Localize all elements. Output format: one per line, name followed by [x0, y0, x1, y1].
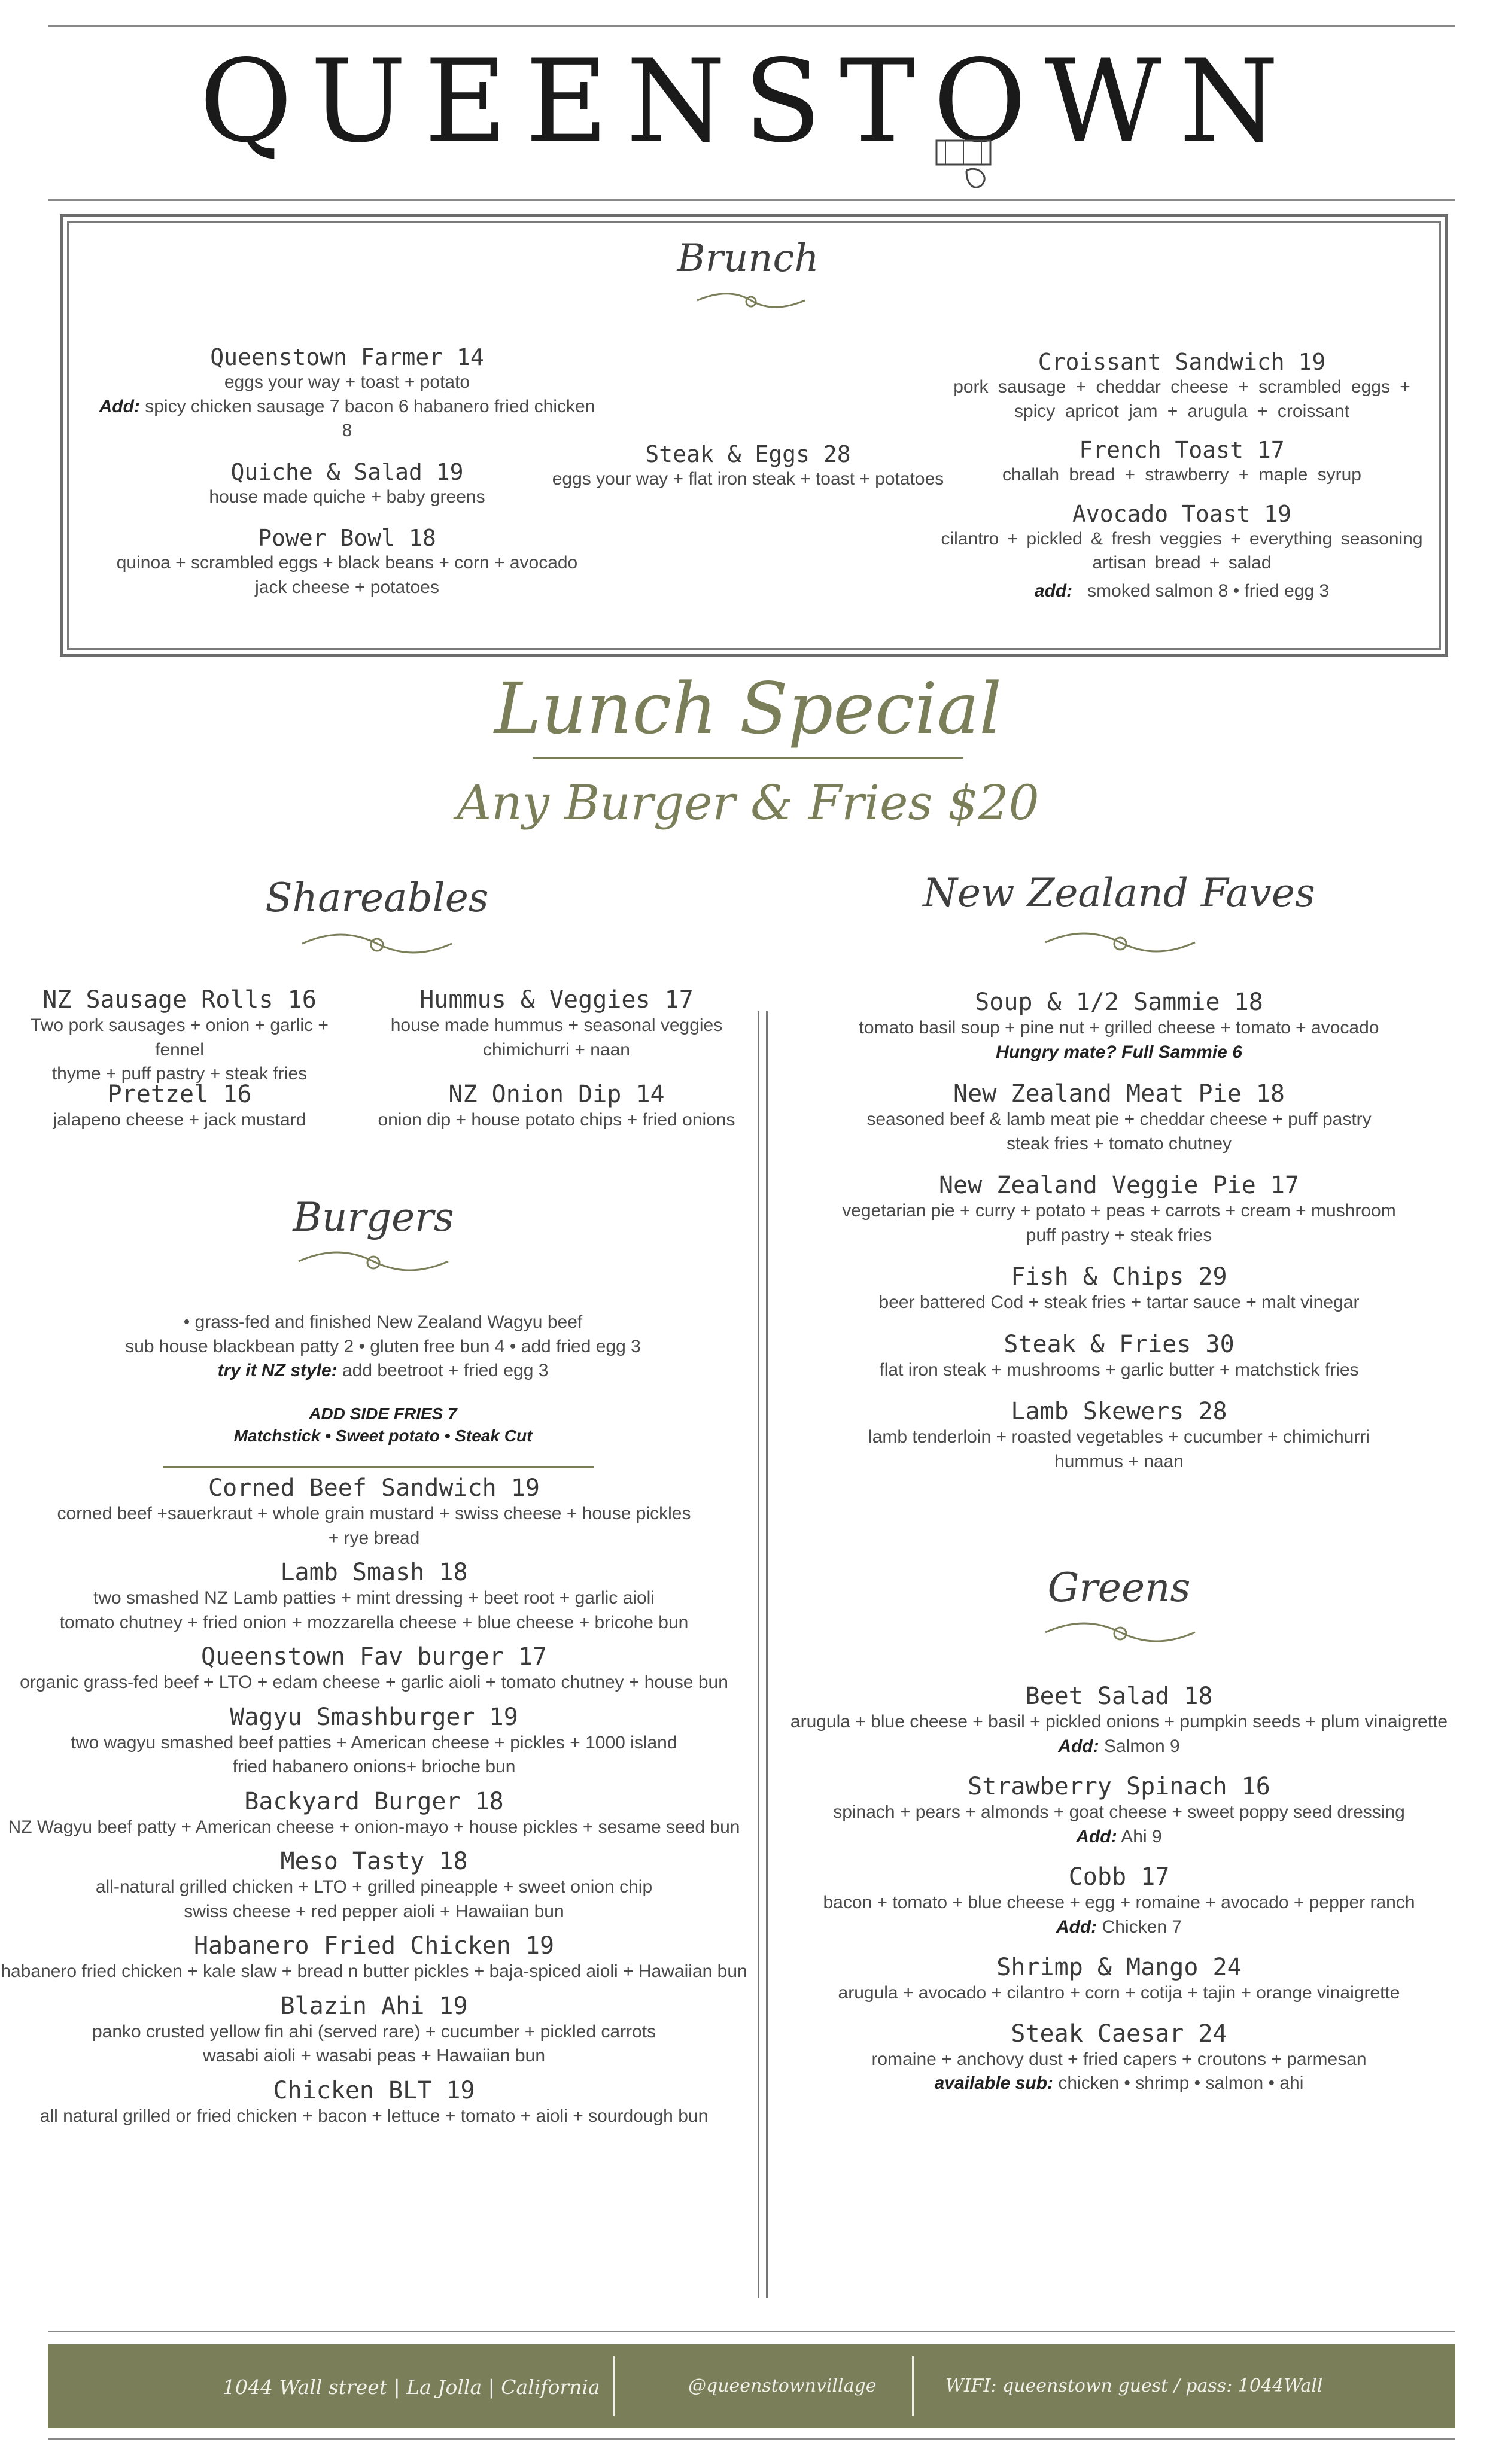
item-name: Beet Salad 18 [1025, 1683, 1213, 1710]
menu-item [0, 1559, 748, 1635]
side-fries-label: ADD SIDE FRIES 7 [309, 1404, 457, 1423]
item-add: Add: spicy chicken sausage 7 bacon 6 habanero fried chicken 8 [99, 396, 595, 440]
item-name: Avocado Toast 19 [1072, 500, 1292, 527]
burgers-intro [12, 1310, 754, 1447]
menu-item [359, 1081, 754, 1133]
item-desc: arugula + avocado + cilantro + corn + cotija + tajin + orange vinaigrette [838, 1983, 1400, 2003]
item-desc: fried habanero onions+ brioche bun [232, 1757, 516, 1776]
item-name: New Zealand Veggie Pie 17 [938, 1172, 1300, 1199]
footer-wifi: WIFI: queenstown guest / pass: 1044Wall [945, 2375, 1323, 2396]
burgers-title: Burgers [293, 1194, 454, 1240]
item-desc: spinach + pears + almonds + goat cheese + sweet poppy seed dressing [833, 1802, 1405, 1822]
item-desc: organic grass-fed beef + LTO + edam cheese + garlic aioli + tomato chutney + house bun [20, 1672, 728, 1692]
menu-item [0, 1643, 748, 1695]
brunch-flourish-icon [694, 288, 808, 312]
item-desc: corned beef +sauerkraut + whole grain mustard + swiss cheese + house pickles [57, 1504, 691, 1523]
menu-item [931, 501, 1433, 604]
menu-item [0, 1788, 748, 1840]
item-name: New Zealand Meat Pie 18 [953, 1080, 1285, 1108]
menu-item [12, 986, 347, 1087]
item-desc: all natural grilled or fried chicken + bacon + lettuce + tomato + aioli + sourdough bun [39, 2106, 709, 2126]
item-add: available sub: chicken • shrimp • salmon • ahi [934, 2073, 1304, 2093]
item-desc: all-natural grilled chicken + LTO + grilled pineapple + sweet onion chip [95, 1877, 653, 1897]
item-name: Steak & Eggs 28 [645, 441, 851, 467]
menu-item [931, 437, 1433, 488]
item-extra: Hungry mate? Full Sammie 6 [996, 1042, 1242, 1062]
menu-item [0, 2077, 748, 2129]
item-desc: puff pastry + steak fries [1026, 1225, 1212, 1245]
item-desc: romaine + anchovy dust + fried capers + croutons + parmesan [871, 2049, 1367, 2069]
menu-item [0, 1932, 748, 1984]
greens-list [778, 1683, 1460, 2096]
menu-item [12, 1081, 347, 1133]
item-desc: thyme + puff pastry + steak fries [51, 1064, 308, 1084]
item-desc: spicy apricot jam + arugula + croissant [1014, 401, 1349, 421]
menu-item [0, 1703, 748, 1779]
greens-title: Greens [1047, 1565, 1191, 1611]
burgers-intro-line: sub house blackbean patty 2 • gluten free bun 4 • add fried egg 3 [125, 1336, 641, 1356]
burgers-intro-line: • grass-fed and finished New Zealand Wagyu beef [183, 1312, 583, 1332]
lunch-special-title: Lunch Special [494, 667, 1002, 750]
menu-item [96, 525, 598, 600]
menu-item [778, 1263, 1460, 1315]
item-desc: flat iron steak + mushrooms + garlic butter + matchstick fries [879, 1359, 1359, 1380]
menu-item [778, 1331, 1460, 1383]
menu-item [0, 1474, 748, 1550]
brand-logo: QUEENSTOWN [199, 35, 1297, 168]
item-desc: tomato chutney + fried onion + mozzarella cheese + blue cheese + bricohe bun [59, 1612, 689, 1632]
item-name: Steak Caesar 24 [1011, 2019, 1227, 2048]
menu-item [0, 1993, 748, 2068]
burgers-list [0, 1474, 748, 2128]
item-desc: artisan bread + salad [1092, 553, 1272, 573]
menu-item [778, 2020, 1460, 2096]
item-desc: vegetarian pie + curry + potato + peas + carrots + cream + mushroom [842, 1201, 1396, 1221]
nz-faves-title: New Zealand Faves [923, 870, 1315, 916]
item-desc: jack cheese + potatoes [255, 577, 439, 597]
item-name: Habanero Fried Chicken 19 [193, 1932, 555, 1960]
menu-item [778, 1398, 1460, 1474]
item-desc: two wagyu smashed beef patties + American cheese + pickles + 1000 island [71, 1732, 677, 1753]
brunch-middle [551, 441, 945, 492]
burgers-divider [163, 1466, 594, 1468]
menu-item [96, 344, 598, 443]
logo-figure-icon [925, 123, 1008, 194]
item-name: Soup & 1/2 Sammie 18 [975, 988, 1263, 1016]
menu-item [778, 988, 1460, 1064]
item-name: NZ Onion Dip 14 [448, 1081, 665, 1108]
item-desc: wasabi aioli + wasabi peas + Hawaiian bun [202, 2046, 546, 2065]
item-desc: house made quiche + baby greens [209, 486, 485, 507]
item-name: Quiche & Salad 19 [230, 458, 464, 485]
item-name: Queenstown Fav burger 17 [201, 1643, 547, 1671]
item-desc: cilantro + pickled & fresh veggies + everything seasoning [941, 528, 1423, 549]
item-add: Add: Ahi 9 [1076, 1826, 1162, 1847]
item-desc: habanero fried chicken + kale slaw + bread n butter pickles + baja-spiced aioli + Hawaiian bun [1, 1961, 747, 1981]
item-desc: arugula + blue cheese + basil + pickled onions + pumpkin seeds + plum vinaigrette [790, 1712, 1448, 1732]
footer-bar [48, 2344, 1455, 2428]
item-desc: seasoned beef & lamb meat pie + cheddar cheese + puff pastry [866, 1109, 1372, 1129]
item-desc: NZ Wagyu beef patty + American cheese + onion-mayo + house pickles + sesame seed bun [8, 1817, 740, 1837]
burgers-flourish-icon [296, 1248, 451, 1276]
item-desc: + rye bread [328, 1528, 420, 1548]
item-name: Queenstown Farmer 14 [210, 344, 484, 370]
menu-item [778, 1863, 1460, 1939]
item-name: French Toast 17 [1079, 437, 1285, 463]
item-desc: swiss cheese + red pepper aioli + Hawaiian bun [184, 1901, 564, 1921]
item-name: Chicken BLT 19 [273, 2076, 475, 2104]
item-name: Pretzel 16 [107, 1081, 252, 1108]
burgers-nz-style: try it NZ style: add beetroot + fried egg 3 [217, 1361, 549, 1380]
item-desc: steak fries + tomato chutney [1006, 1133, 1232, 1154]
item-desc: jalapeno cheese + jack mustard [53, 1110, 306, 1130]
brunch-title: Brunch [677, 236, 819, 281]
column-divider [766, 1011, 768, 2298]
item-name: Blazin Ahi 19 [280, 1992, 468, 2020]
menu-item [778, 1080, 1460, 1156]
footer-address: 1044 Wall street | La Jolla | California [223, 2375, 600, 2399]
shareables-flourish-icon [299, 930, 455, 958]
item-desc: house made hummus + seasonal veggies [390, 1015, 723, 1035]
item-desc: two smashed NZ Lamb patties + mint dressing + beet root + garlic aioli [93, 1588, 655, 1608]
lunch-special-subtitle: Any Burger & Fries $20 [457, 775, 1039, 831]
side-fries-options: Matchstick • Sweet potato • Steak Cut [233, 1426, 533, 1446]
item-desc: Two pork sausages + onion + garlic + fennel [31, 1015, 329, 1060]
menu-item [0, 1848, 748, 1924]
item-desc: eggs your way + toast + potato [224, 372, 470, 392]
menu-item [778, 1683, 1460, 1759]
item-name: Lamb Smash 18 [280, 1559, 468, 1586]
item-name: Lamb Skewers 28 [1011, 1398, 1227, 1425]
item-desc: quinoa + scrambled eggs + black beans + corn + avocado [116, 553, 578, 573]
item-desc: hummus + naan [1054, 1451, 1184, 1471]
item-name: Corned Beef Sandwich 19 [208, 1474, 540, 1502]
footer-social-link[interactable]: @queenstownvillage [688, 2375, 877, 2396]
shareables-title: Shareables [265, 875, 489, 921]
item-name: Power Bowl 18 [258, 525, 436, 551]
item-name: Cobb 17 [1068, 1863, 1170, 1891]
item-name: Strawberry Spinach 16 [968, 1773, 1270, 1800]
item-desc: onion dip + house potato chips + fried onions [378, 1110, 735, 1130]
item-name: NZ Sausage Rolls 16 [42, 986, 317, 1014]
item-desc: panko crusted yellow fin ahi (served rare) + cucumber + pickled carrots [92, 2021, 656, 2042]
menu-item [778, 1172, 1460, 1248]
brunch-right [931, 349, 1433, 603]
menu-item [778, 1954, 1460, 2006]
item-desc: lamb tenderloin + roasted vegetables + cucumber + chimichurri [868, 1427, 1370, 1447]
item-add: Add: Chicken 7 [1056, 1917, 1182, 1937]
item-desc: challah bread + strawberry + maple syrup [1002, 465, 1361, 485]
item-desc: eggs your way + flat iron steak + toast + potatoes [552, 469, 944, 489]
item-name: Croissant Sandwich 19 [1038, 349, 1326, 375]
nz-faves-flourish-icon [1042, 929, 1198, 957]
nz-faves-list [778, 988, 1460, 1474]
item-desc: beer battered Cod + steak fries + tartar sauce + malt vinegar [878, 1292, 1360, 1312]
greens-flourish-icon [1042, 1619, 1198, 1647]
menu-item [96, 459, 598, 510]
menu-item [931, 349, 1433, 424]
item-name: Fish & Chips 29 [1011, 1263, 1227, 1291]
item-desc: tomato basil soup + pine nut + grilled cheese + tomato + avocado [859, 1018, 1379, 1038]
item-name: Shrimp & Mango 24 [996, 1954, 1242, 1981]
item-desc: bacon + tomato + blue cheese + egg + romaine + avocado + pepper ranch [823, 1893, 1415, 1912]
column-divider [758, 1011, 759, 2298]
menu-item [778, 1773, 1460, 1849]
brunch-left [96, 344, 598, 600]
item-add: Add: Salmon 9 [1058, 1736, 1180, 1756]
item-name: Meso Tasty 18 [280, 1848, 468, 1875]
item-add: add: smoked salmon 8 • fried egg 3 [1034, 580, 1330, 601]
item-name: Steak & Fries 30 [1004, 1330, 1234, 1358]
item-name: Wagyu Smashburger 19 [230, 1703, 518, 1731]
item-name: Hummus & Veggies 17 [419, 986, 694, 1014]
item-name: Backyard Burger 18 [244, 1787, 504, 1815]
item-desc: pork sausage + cheddar cheese + scrambled eggs + [953, 377, 1410, 397]
menu-item [359, 986, 754, 1062]
item-desc: chimichurri + naan [483, 1039, 630, 1060]
